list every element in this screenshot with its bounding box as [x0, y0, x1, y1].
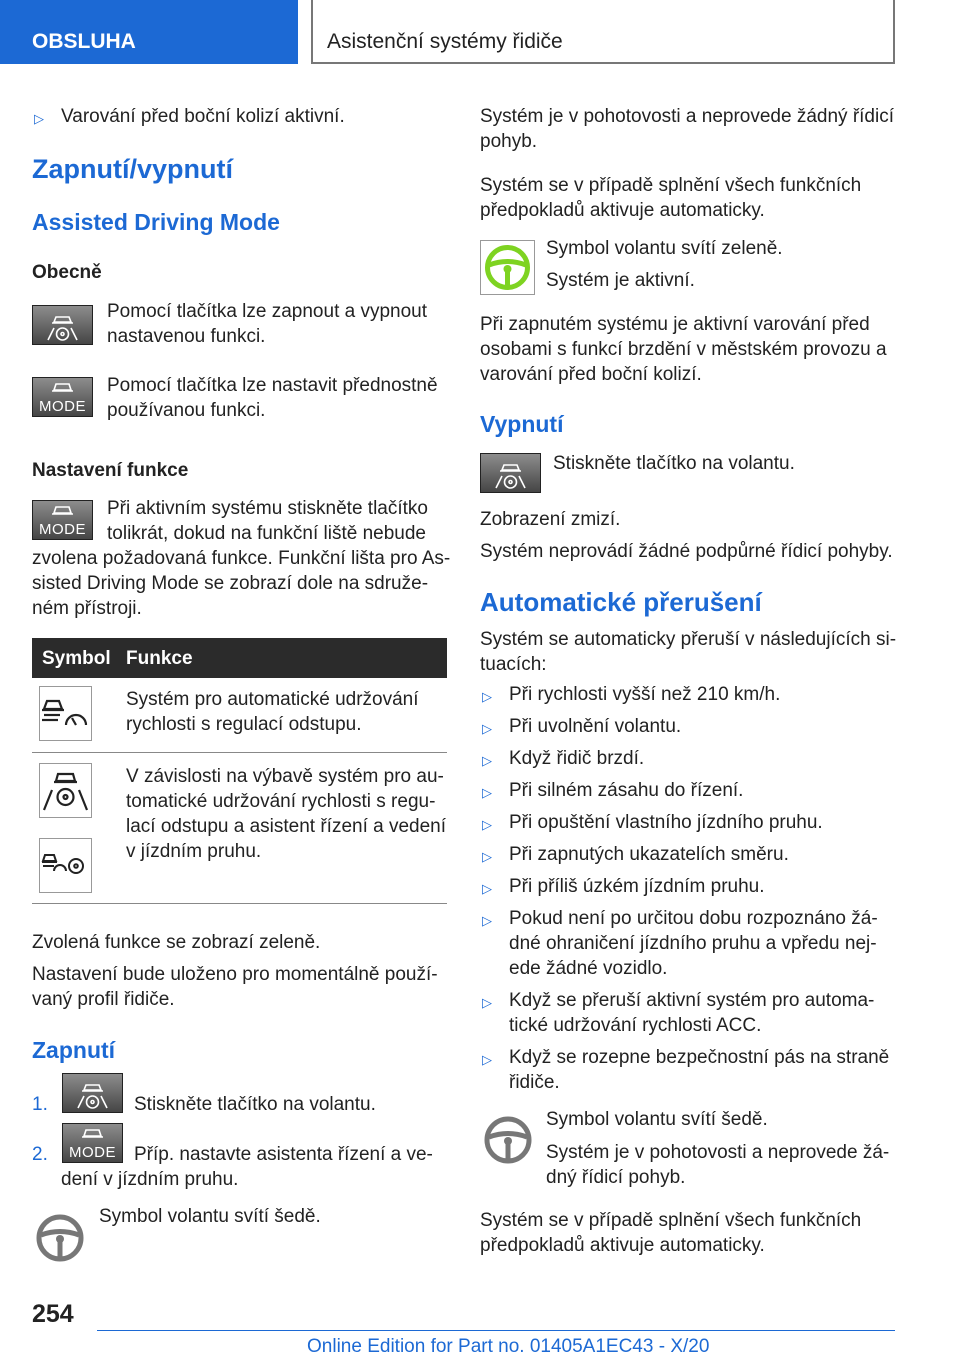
- bullet-triangle-icon: ▷: [482, 689, 492, 704]
- button-desc: Pomocí tlačítka lze nastavit přednostně: [107, 375, 438, 396]
- body-text: Symbol volantu svítí šedě.: [546, 1109, 768, 1130]
- heading-auto: Automatické přerušení: [480, 587, 762, 617]
- footer-divider: [97, 1330, 895, 1331]
- mode-label: MODE: [39, 521, 86, 538]
- steering-wheel-grey-icon: [34, 1212, 86, 1269]
- settings-text: ném přístroji.: [32, 598, 142, 619]
- table-header: [32, 638, 447, 678]
- table-divider: [32, 903, 447, 904]
- bullet-text: Při uvolnění volantu.: [509, 716, 682, 737]
- heading-main: Zapnutí/vypnutí: [32, 154, 233, 184]
- bullet-triangle-icon: ▷: [482, 1052, 492, 1067]
- bullet-text: Když se rozepne bezpečnostní pás na straně: [509, 1047, 890, 1068]
- driving-assist-icon: [39, 763, 92, 818]
- bullet-text: ede žádné vozidlo.: [509, 958, 668, 979]
- bullet-triangle-icon: ▷: [34, 111, 44, 126]
- assist-button-icon: [62, 1073, 123, 1113]
- body-text: předpokladů aktivuje automaticky.: [480, 200, 765, 221]
- steering-wheel-grey-icon: [482, 1114, 534, 1171]
- bullet-text: dné ohraničení jízdního pruhu a vpředu nej-: [509, 933, 877, 954]
- assist-button-icon: [32, 305, 93, 345]
- heading-on: Zapnutí: [32, 1037, 116, 1063]
- bullet-triangle-icon: ▷: [482, 849, 492, 864]
- mode-label: MODE: [69, 1144, 116, 1161]
- body-text: varování před boční kolizí.: [480, 364, 702, 385]
- button-desc: používanou funkci.: [107, 400, 266, 421]
- heading-general: Obecně: [32, 262, 102, 283]
- bullet-text: Varování před boční kolizí aktivní.: [61, 106, 345, 127]
- body-text: Systém neprovádí žádné podpůrné řídicí pohyby.: [480, 541, 893, 562]
- table-cell: rychlosti s regulací odstupu.: [126, 714, 362, 735]
- bullet-text: Při příliš úzkém jízdním pruhu.: [509, 876, 765, 897]
- acc-icon: [39, 686, 92, 741]
- bullet-text: Pokud není po určitou dobu rozpoznáno žá-: [509, 908, 878, 929]
- body-text: osobami s funkcí brzdění v městském provozu a: [480, 339, 887, 360]
- header-section: OBSLUHA: [0, 0, 298, 64]
- bullet-text: řidiče.: [509, 1072, 560, 1093]
- body-text: Symbol volantu svítí šedě.: [99, 1206, 321, 1227]
- body-text: Zvolená funkce se zobrazí zeleně.: [32, 932, 321, 953]
- bullet-triangle-icon: ▷: [482, 817, 492, 832]
- settings-text: Při aktivním systému stiskněte tlačítko: [107, 498, 428, 519]
- heading-off: Vypnutí: [480, 411, 564, 437]
- bullet-triangle-icon: ▷: [482, 913, 492, 928]
- button-desc: Pomocí tlačítka lze zapnout a vypnout: [107, 301, 428, 322]
- header-title: Asistenční systémy řidiče: [311, 0, 895, 64]
- heading-settings: Nastavení funkce: [32, 460, 189, 481]
- step-text: Příp. nastavte asistenta řízení a ve-: [134, 1144, 433, 1165]
- step-number: 1.: [32, 1094, 48, 1115]
- table-divider: [32, 752, 447, 753]
- body-text: Systém se v případě splnění všech funkčních: [480, 1210, 862, 1231]
- page-number: 254: [32, 1300, 74, 1328]
- bullet-text: Při silném zásahu do řízení.: [509, 780, 744, 801]
- body-text: Nastavení bude uloženo pro momentálně použí-: [32, 964, 438, 985]
- mode-label: MODE: [39, 398, 86, 415]
- table-cell: V závislosti na výbavě systém pro au-: [126, 766, 444, 787]
- body-text: Zobrazení zmizí.: [480, 509, 621, 530]
- bullet-triangle-icon: ▷: [482, 881, 492, 896]
- table-cell: v jízdním pruhu.: [126, 841, 262, 862]
- bullet-text: tické udržování rychlosti ACC.: [509, 1015, 762, 1036]
- table-col-symbol: Symbol: [42, 648, 111, 669]
- body-text: dný řídicí pohyb.: [546, 1167, 686, 1188]
- bullet-text: Při rychlosti vyšší než 210 km/h.: [509, 684, 781, 705]
- bullet-text: Při zapnutých ukazatelích směru.: [509, 844, 789, 865]
- settings-text: tolikrát, dokud na funkční liště nebude: [107, 523, 426, 544]
- bullet-triangle-icon: ▷: [482, 753, 492, 768]
- bullet-triangle-icon: ▷: [482, 785, 492, 800]
- heading-sub: Assisted Driving Mode: [32, 209, 280, 235]
- body-text: pohyb.: [480, 131, 538, 152]
- bullet-text: Při opuštění vlastního jízdního pruhu.: [509, 812, 823, 833]
- mode-button-icon: [32, 500, 93, 540]
- mode-button-icon: [32, 377, 93, 417]
- assist-button-icon: [480, 453, 541, 493]
- table-cell: tomatické udržování rychlosti s regu-: [126, 791, 436, 812]
- step-number: 2.: [32, 1144, 48, 1165]
- body-text: Systém je v pohotovosti a neprovede žádný řídicí: [480, 106, 895, 127]
- body-text: vaný profil řidiče.: [32, 989, 175, 1010]
- bullet-triangle-icon: ▷: [482, 995, 492, 1010]
- settings-text: zvolena požadovaná funkce. Funkční lišta pro As-: [32, 548, 451, 569]
- bullet-text: Když řidič brzdí.: [509, 748, 645, 769]
- body-text: Při zapnutém systému je aktivní varování před: [480, 314, 870, 335]
- button-desc: nastavenou funkci.: [107, 326, 266, 347]
- step-text: dení v jízdním pruhu.: [61, 1169, 239, 1190]
- body-text: tuacích:: [480, 654, 547, 675]
- table-cell: Systém pro automatické udržování: [126, 689, 419, 710]
- body-text: Systém se v případě splnění všech funkčních: [480, 175, 862, 196]
- step-text: Stiskněte tlačítko na volantu.: [134, 1094, 376, 1115]
- body-text: Stiskněte tlačítko na volantu.: [553, 453, 795, 474]
- body-text: Systém se automaticky přeruší v následujících si-: [480, 629, 897, 650]
- footer-edition: Online Edition for Part no. 01405A1EC43 - X/20: [307, 1336, 710, 1357]
- body-text: předpokladů aktivuje automaticky.: [480, 1235, 765, 1256]
- bullet-text: Když se přeruší aktivní systém pro automa-: [509, 990, 875, 1011]
- acc-steering-icon: [39, 838, 92, 893]
- settings-text: sisted Driving Mode se zobrazí dole na sdruže-: [32, 573, 429, 594]
- body-text: Systém je v pohotovosti a neprovede žá-: [546, 1142, 890, 1163]
- body-text: Symbol volantu svítí zeleně.: [546, 238, 783, 259]
- table-cell: lací odstupu a asistent řízení a vedení: [126, 816, 447, 837]
- body-text: Systém je aktivní.: [546, 270, 695, 291]
- bullet-triangle-icon: ▷: [482, 721, 492, 736]
- table-col-function: Funkce: [126, 648, 193, 669]
- steering-wheel-green-icon: [480, 240, 535, 295]
- mode-button-icon: [62, 1123, 123, 1163]
